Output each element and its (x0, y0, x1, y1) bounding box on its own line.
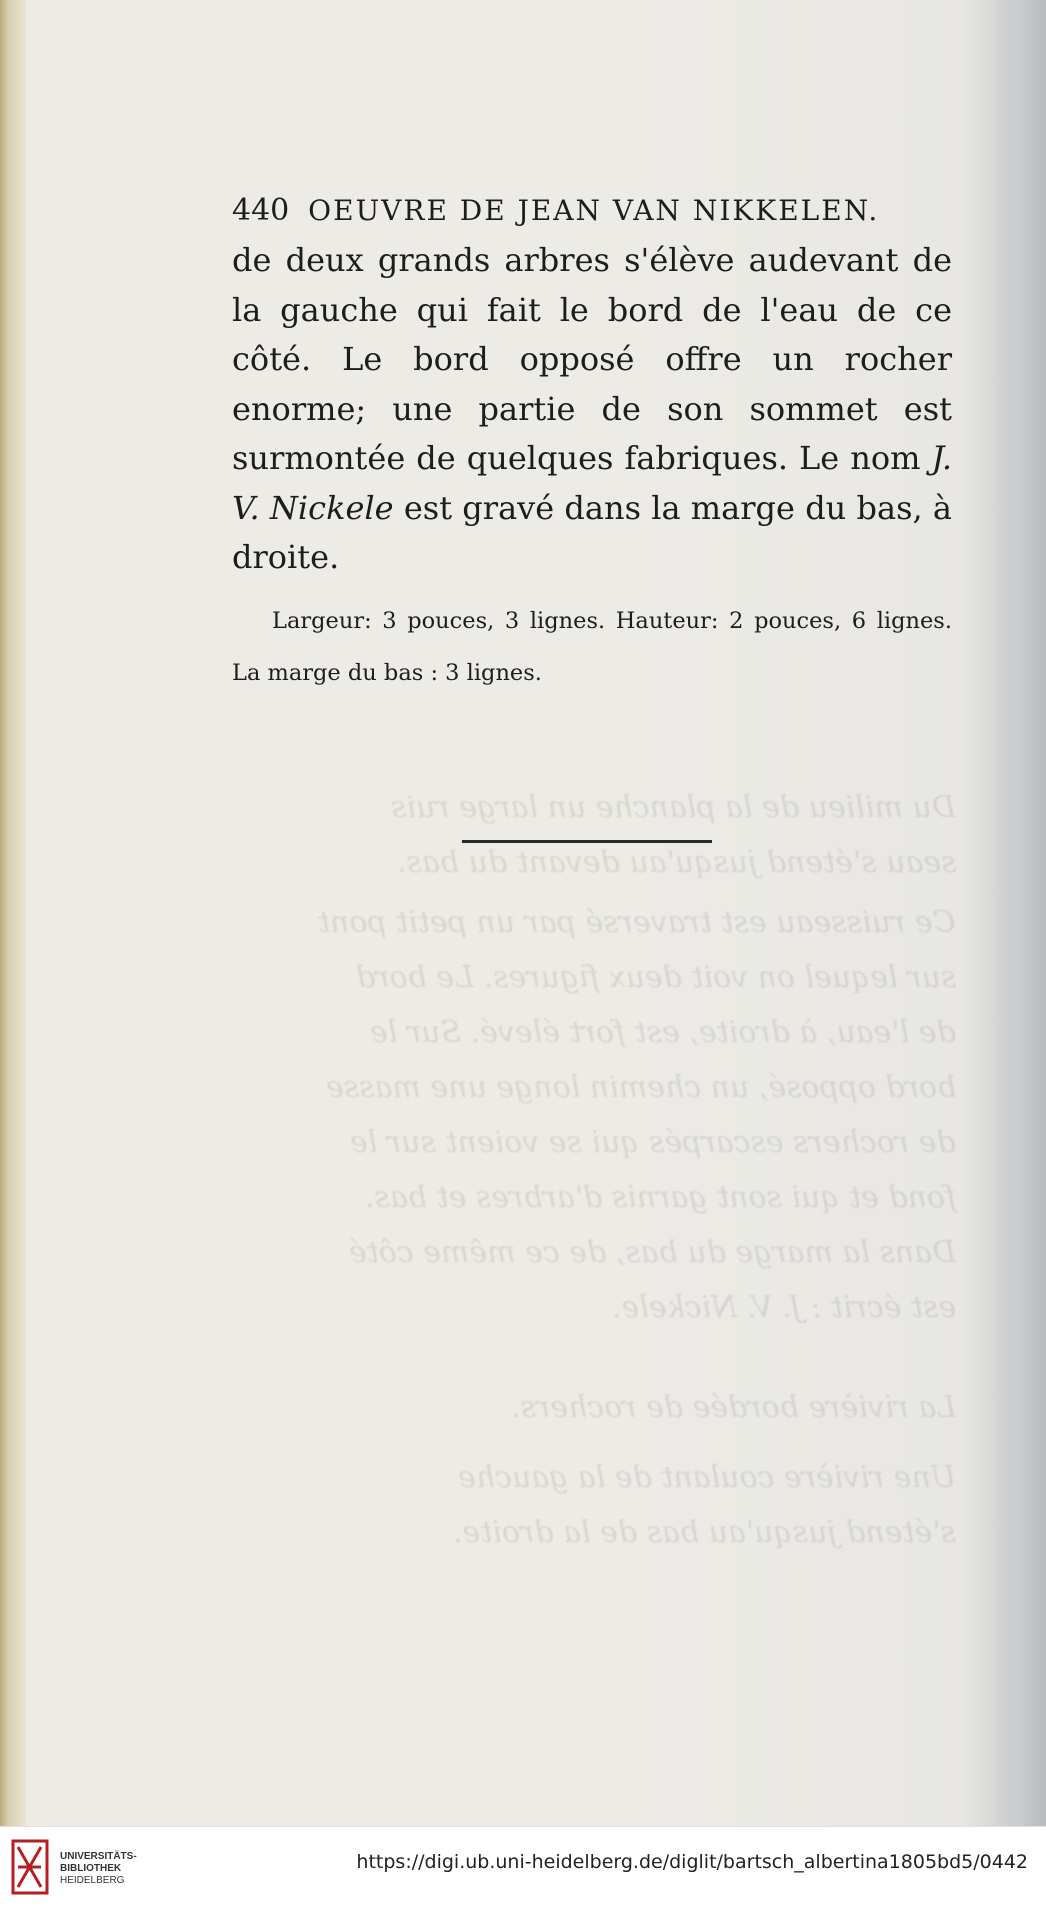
page-number: 440 (232, 193, 290, 228)
description-paragraph (232, 236, 952, 583)
engraver-name: J. V. Nickele (232, 439, 952, 527)
viewer-footer (0, 1826, 1046, 1907)
page-edge-shadow (990, 0, 1046, 1826)
section-divider (462, 840, 712, 843)
running-head (232, 188, 952, 234)
dimensions-note: Largeur: 3 pouces, 3 lignes. Hauteur: 2 pouces, 6 lignes. La marge du bas : 3 lignes. (232, 607, 952, 686)
description-text: de deux grands arbres s'élève audevant de la gauche qui fait le bord de l'eau de ce côté. Le bord opposé offre un rocher enorme; une partie de son sommet est surmontée de quelques fabriques. Le nom (232, 241, 952, 477)
running-head-title: OEUVRE DE JEAN VAN NIKKELEN. (308, 194, 880, 227)
book-spine-edge (0, 0, 26, 1826)
page-content (232, 188, 952, 699)
reverse-page-showthrough: Du milieu de la planche un large ruis seau s'étend jusqu'au devant du bas. Ce ruisseau est traversé par un petit pont sur lequel on voit deux figures. Le bord de l'eau, à droite, est fort élevé. Sur le bord opposé, un chemin longe une masse de rochers escarpés qui se voient sur le fond et qui sont garnis d'arbres et bas. Dans la marge du bas, de ce même côté est écrit : J. V. Nickele. La rivière bordée de rochers. Une rivière coulant de la gauche s'étend jusqu'au bas de la droite. (318, 790, 956, 1550)
description-text-end: est gravé dans la marge du bas, à droite. (232, 488, 953, 576)
library-name: UNIVERSITÄTS- BIBLIOTHEK HEIDELBERG (60, 1851, 137, 1886)
university-library-logo[interactable] (10, 1837, 60, 1897)
permalink-url[interactable]: https://digi.ub.uni-heidelberg.de/diglit/bartsch_albertina1805bd5/0442 (356, 1851, 1028, 1873)
